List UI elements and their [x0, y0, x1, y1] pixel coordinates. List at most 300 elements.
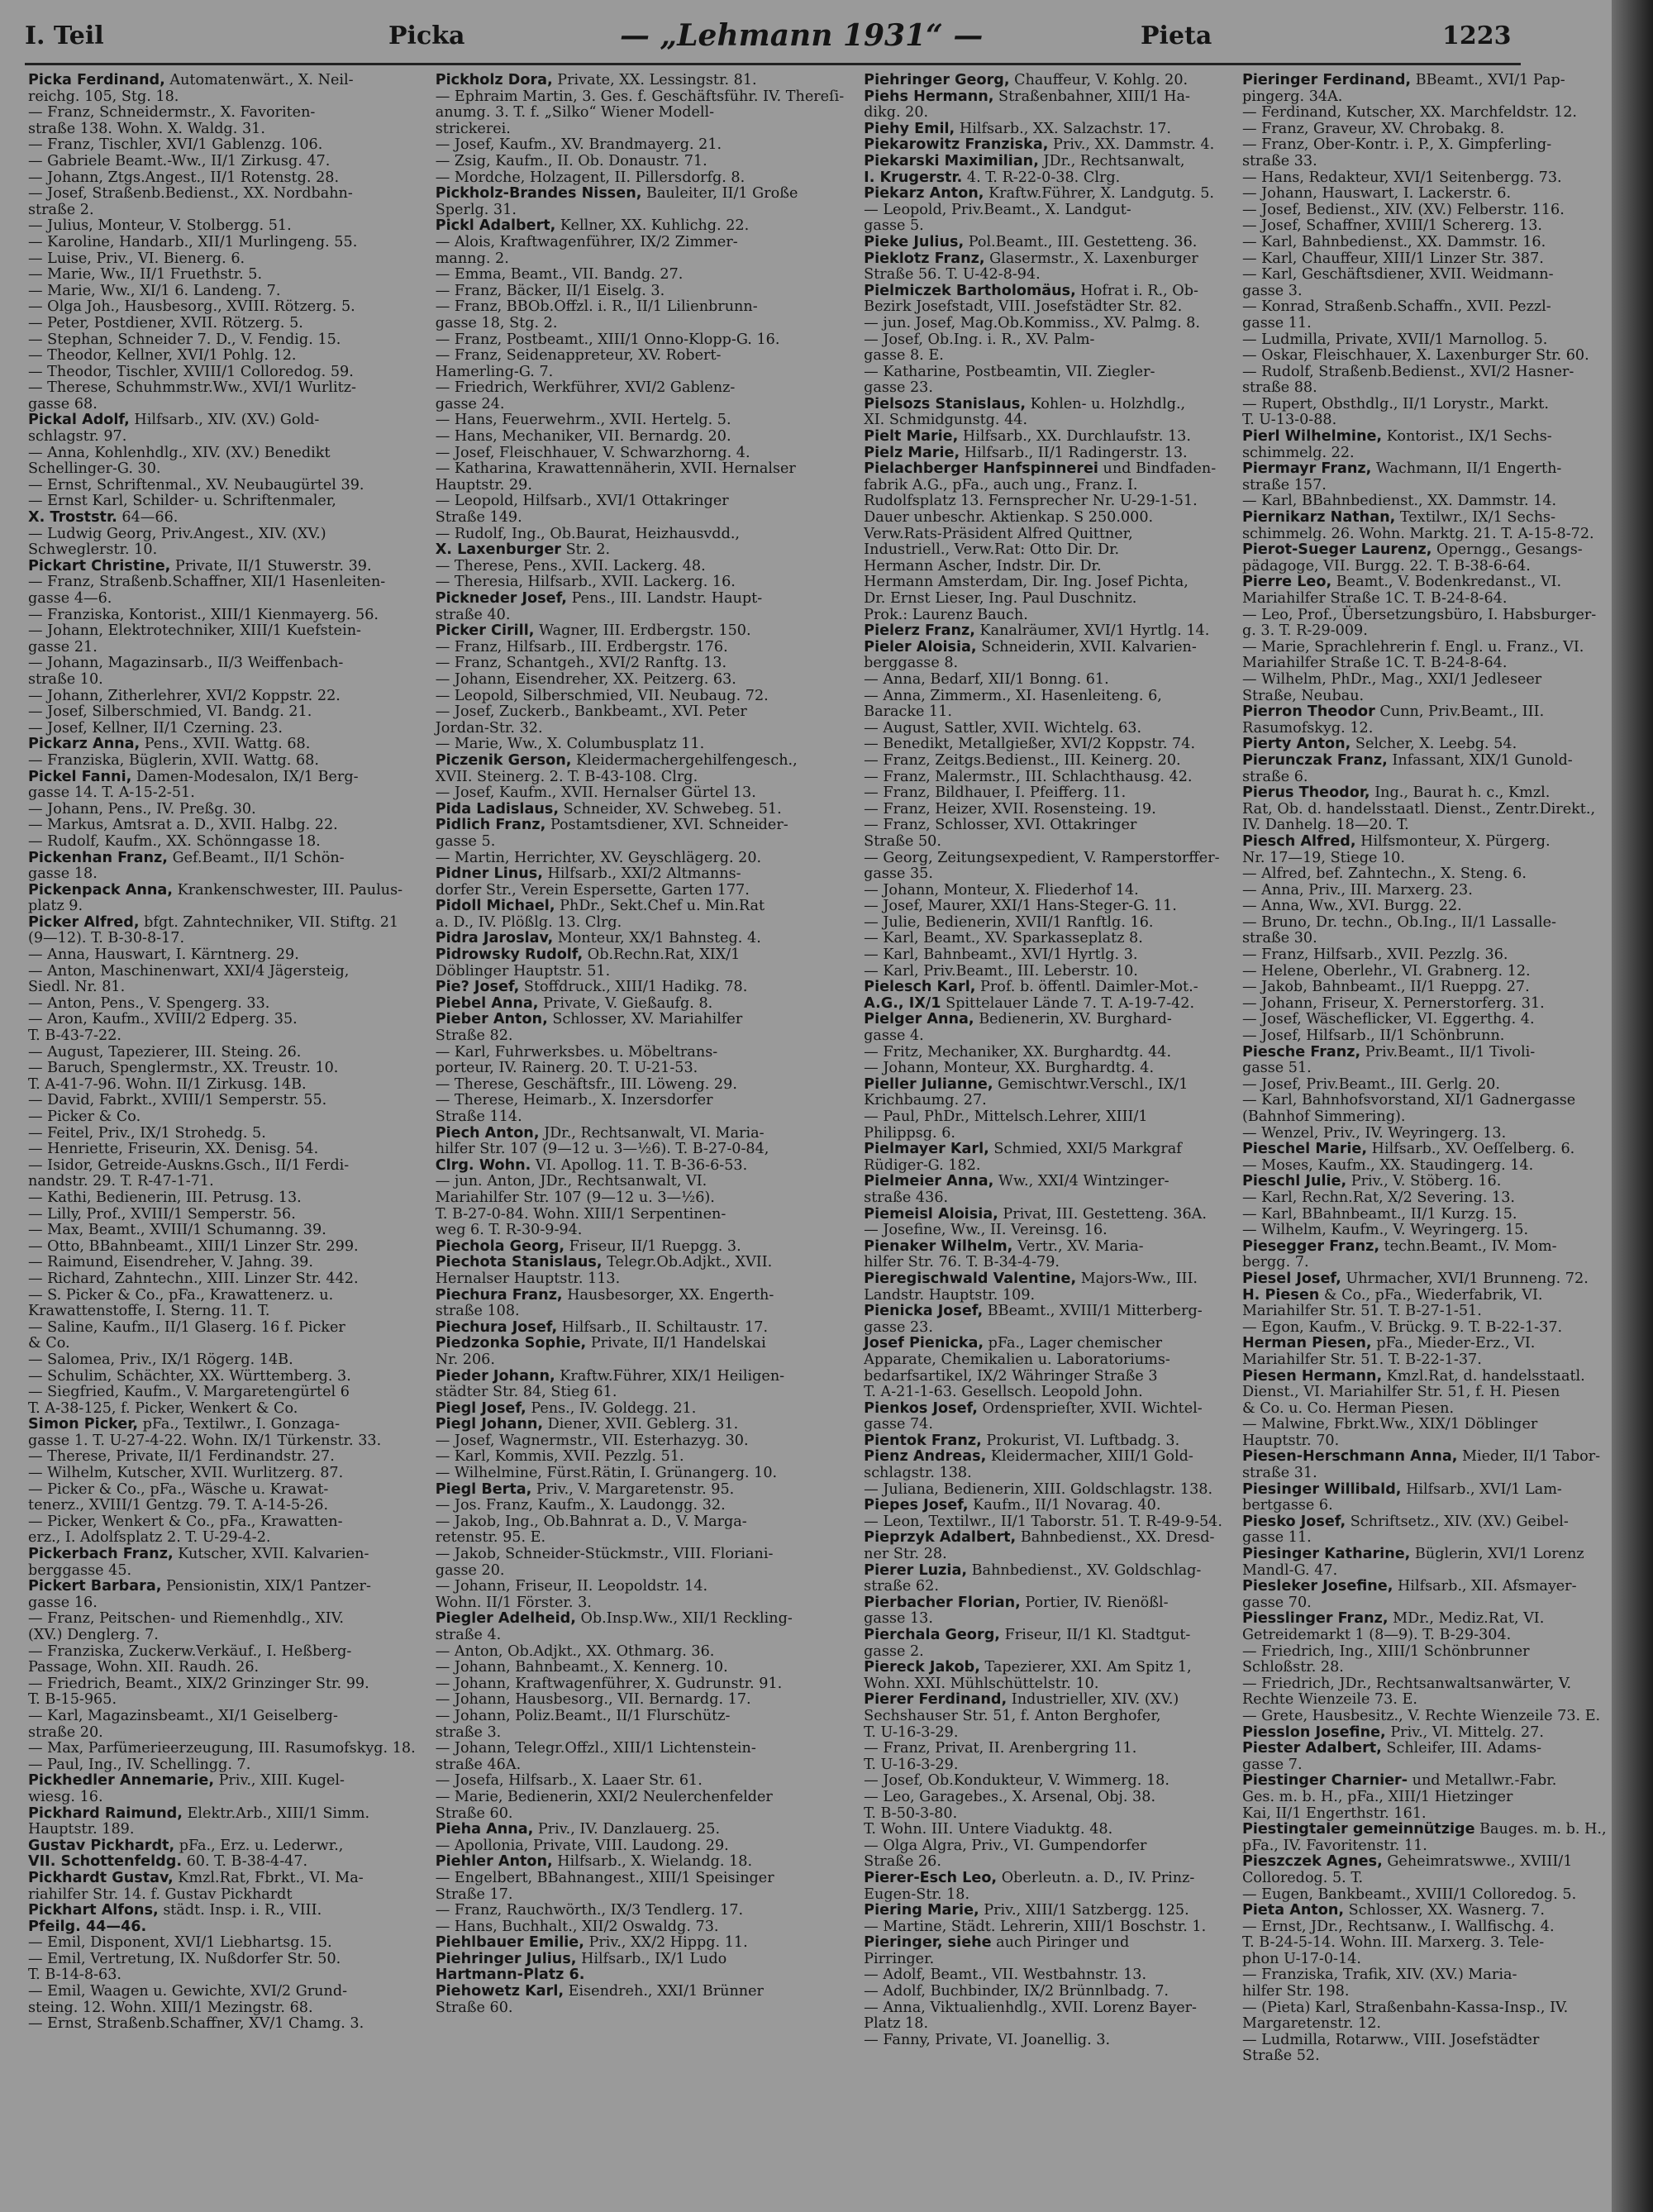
entry-line: & Co. u. Co. Herman Piesen.: [1241, 1399, 1455, 1417]
entry-line: — Ferdinand, Kutscher, XX. Marchfeldstr. 12.: [1241, 104, 1578, 122]
entry-line: städter Str. 84, Stieg 61.: [435, 1384, 617, 1401]
entry-line: — Hans, Redakteur, XVI/1 Seitenbergg. 73.: [1241, 169, 1562, 186]
entry-line: Piesegger Franz, techn.Beamt., IV. Mom-: [1241, 1237, 1557, 1255]
entry-line: Piehringer Georg, Chauffeur, V. Kohlg. 20.: [864, 72, 1189, 88]
entry-line: Straße 60.: [435, 1999, 513, 2016]
entry-line: gasse 2.: [864, 1642, 924, 1660]
entry-line: T. U-16-3-29.: [864, 1756, 959, 1773]
entry-line: — Therese, Schuhmmstr.Ww., XVI/1 Wurlitz-: [28, 379, 356, 397]
entry-line: T. A-38-125, f. Picker, Wenkert & Co.: [28, 1399, 298, 1417]
entry-line: — Katharina, Krawattennäherin, XVII. Hernalser: [435, 460, 796, 478]
entry-line: Piechota Stanislaus, Telegr.Ob.Adjkt., XVII.: [435, 1254, 773, 1271]
entry-line: Piedzonka Sophie, Private, II/1 Handelskai: [435, 1335, 766, 1352]
entry-line: Pierl Wilhelmine, Kontorist., IX/1 Sechs-: [1241, 428, 1552, 446]
entry-line: gasse 20.: [435, 1561, 505, 1579]
entry-line: — Therese, Heimarb., X. Inzersdorfer: [435, 1092, 713, 1109]
entry-line: Industriell., Verw.Rat: Otto Dir. Dr.: [864, 541, 1120, 559]
entry-line: Nr. 17—19, Stiege 10.: [1241, 849, 1405, 866]
entry-line: — Johann, Friseur, X. Pernerstorferg. 31.: [1241, 994, 1545, 1012]
entry-line: — Franz, Bäcker, II/1 Eiselg. 3.: [435, 282, 665, 299]
entry-line: — Franz, Zeitgs.Bedienst., III. Keinerg. 20.: [864, 751, 1181, 769]
entry-line: — Martine, Städt. Lehrerin, XIII/1 Boschstr. 1.: [864, 1918, 1207, 1935]
column-3: [864, 73, 1222, 2197]
entry-line: Sperlg. 31.: [435, 201, 517, 218]
entry-line: — Franz, Rauchwörth., IX/3 Tendlerg. 17.: [435, 1902, 744, 1919]
entry-line: — Josef, Silberschmied, VI. Bandg. 21.: [28, 703, 312, 721]
entry-line: — Johann, Monteur, XX. Burghardtg. 4.: [864, 1060, 1155, 1077]
entry-line: Straße 149.: [435, 509, 522, 527]
entry-line: — Julie, Bedienerin, XVII/1 Ranftlg. 16.: [864, 913, 1154, 931]
entry-line: — Emil, Vertretung, IX. Nußdorfer Str. 50.: [28, 1950, 341, 1967]
entry-line: — Therese, Geschäftsfr., III. Löweng. 29.: [435, 1075, 737, 1093]
entry-line: Krichbaumg. 27.: [864, 1092, 987, 1109]
entry-line: Eugen-Str. 18.: [864, 1885, 970, 1903]
entry-line: Pienaker Wilhelm, Vertr., XV. Maria-: [864, 1237, 1144, 1255]
entry-line: Piczenik Gerson, Kleidermachergehilfengesch.,: [435, 751, 798, 769]
entry-line: — Karl, Bahnbeamt., XVI/1 Hyrtlg. 3.: [864, 946, 1138, 964]
page-number: 1223: [1442, 21, 1512, 50]
columns-container: [28, 72, 1607, 2197]
entry-line: — Johann, Monteur, X. Fliederhof 14.: [864, 881, 1139, 899]
entry-line: Mariahilfer Straße 1C. T. B-24-8-64.: [1241, 655, 1508, 672]
entry-line: dorfer Str., Verein Espersette, Garten 177.: [435, 881, 750, 899]
entry-line: Pierus Theodor, Ing., Baurat h. c., Kmzl.: [1241, 784, 1551, 802]
entry-line: — Wilhelmine, Fürst.Rätin, I. Grünangerg. 10.: [435, 1465, 778, 1482]
entry-line: gasse 24.: [435, 395, 505, 412]
entry-line: — Grete, Hausbesitz., V. Rechte Wienzeile 73. E.: [1241, 1707, 1601, 1724]
entry-line: — Johann, Elektrotechniker, XIII/1 Kuefstein-: [28, 622, 361, 640]
entry-line: — Saline, Kaufm., II/1 Glaserg. 16 f. Picker: [28, 1318, 345, 1336]
entry-line: Hartmann-Platz 6.: [435, 1966, 585, 1984]
entry-line: Pierre Leo, Beamt., V. Bodenkredanst., VI.: [1241, 574, 1562, 591]
entry-line: — Therese, Pens., XVII. Lackerg. 48.: [435, 557, 706, 574]
entry-line: — Katharine, Postbeamtin, VII. Ziegler-: [864, 363, 1155, 380]
entry-line: Piehy Emil, Hilfsarb., XX. Salzachstr. 17.: [864, 120, 1172, 137]
entry-line: — Josef, Hilfsarb., II/1 Schönbrunn.: [1241, 1027, 1505, 1045]
entry-line: Straße, Neubau.: [1241, 687, 1365, 704]
entry-line: Pickert Barbara, Pensionistin, XIX/1 Pantzer-: [28, 1578, 371, 1595]
entry-line: — Leo, Garagebes., X. Arsenal, Obj. 38.: [864, 1788, 1156, 1805]
entry-line: Mariahilfer Str. 51. T. B-27-1-51.: [1241, 1303, 1482, 1320]
entry-line: — Peter, Postdiener, XVII. Rötzerg. 5.: [28, 314, 303, 331]
entry-line: Piesleker Josefine, Hilfsarb., XII. Afsmayer-: [1241, 1578, 1577, 1595]
entry-line: — Adolf, Beamt., VII. Westbahnstr. 13.: [864, 1966, 1147, 1984]
entry-line: — Rudolf, Kaufm., XX. Schönngasse 18.: [28, 832, 321, 850]
entry-line: Straße 52.: [1241, 2048, 1320, 2065]
entry-line: Margaretenstr. 12.: [1241, 2015, 1381, 2033]
entry-line: Piehringer Julius, Hilfsarb., IX/1 Ludo: [435, 1950, 727, 1967]
entry-line: Pickarz Anna, Pens., XVII. Wattg. 68.: [28, 736, 311, 753]
entry-line: — Franz, Schneidermstr., X. Favoriten-: [28, 104, 316, 122]
entry-line: — Julius, Monteur, V. Stolbergg. 51.: [28, 217, 292, 235]
entry-line: — Egon, Kaufm., V. Brückg. 9. T. B-22-1-37.: [1241, 1318, 1563, 1336]
entry-line: — Johann, Kraftwagenführer, X. Gudrunstr. 91.: [435, 1675, 783, 1692]
entry-line: Pickhart Alfons, städt. Insp. i. R., VIII.: [28, 1902, 322, 1919]
entry-line: Pierchala Georg, Friseur, II/1 Kl. Stadtgut-: [864, 1627, 1191, 1643]
column-2: [436, 73, 844, 2197]
entry-line: — Isidor, Getreide-Auskns.Gsch., II/1 Ferdi-: [28, 1156, 350, 1174]
entry-line: Piemeisl Aloisia, Privat, III. Gestetteng. 36A.: [864, 1205, 1207, 1223]
entry-line: — Marie, Ww., XI/1 6. Landeng. 7.: [28, 282, 281, 299]
entry-line: — Markus, Amtsrat a. D., XVII. Halbg. 22.: [28, 817, 338, 834]
entry-line: Baracke 11.: [864, 703, 952, 721]
entry-line: Pidlich Franz, Postamtsdiener, XVI. Schneider-: [435, 817, 788, 834]
entry-line: — Johann, Zitherlehrer, XVI/2 Koppstr. 22.: [28, 687, 341, 704]
entry-line: Pielmeier Anna, Ww., XXI/4 Wintzinger-: [864, 1173, 1169, 1190]
entry-line: Pieringer, siehe auch Piringer und: [864, 1934, 1130, 1952]
entry-line: — Leopold, Priv.Beamt., X. Landgut-: [864, 201, 1131, 218]
entry-line: — Picker, Wenkert & Co., pFa., Krawatten-: [28, 1513, 343, 1530]
entry-line: Dr. Ernst Lieser, Ing. Paul Duschnitz.: [864, 590, 1137, 607]
entry-line: T. A-21-1-63. Gesellsch. Leopold John.: [864, 1384, 1143, 1401]
entry-line: straße 31.: [1241, 1465, 1317, 1482]
entry-line: — Gabriele Beamt.-Ww., II/1 Zirkusg. 47.: [28, 152, 331, 169]
entry-line: — Karl, Fuhrwerksbes. u. Möbeltrans-: [435, 1043, 718, 1061]
entry-line: — Karl, BBahnbeamt., II/1 Kurzg. 15.: [1241, 1205, 1517, 1223]
entry-line: gasse 68.: [28, 395, 98, 412]
entry-line: Pickhardt Gustav, Kmzl.Rat, Fbrkt., VI. Ma-: [28, 1869, 364, 1886]
entry-line: T. B-24-5-14. Wohn. III. Marxerg. 3. Tele-: [1241, 1934, 1545, 1952]
entry-line: gasse 4—6.: [28, 590, 112, 607]
entry-line: — Jakob, Ing., Ob.Bahnrat a. D., V. Marga-: [435, 1513, 747, 1530]
entry-line: — Henriette, Friseurin, XX. Denisg. 54.: [28, 1141, 319, 1158]
entry-line: Piehler Anton, Hilfsarb., X. Wielandg. 18.: [435, 1853, 753, 1871]
entry-line: Pidrowsky Rudolf, Ob.Rechn.Rat, XIX/1: [435, 946, 741, 964]
entry-line: — Engelbert, BBahnangest., XIII/1 Speisinger: [435, 1869, 774, 1886]
entry-line: Pickhard Raimund, Elektr.Arb., XIII/1 Simm.: [28, 1804, 370, 1822]
entry-line: — Rudolf, Straßenb.Bedienst., XVI/2 Hasner-: [1241, 363, 1574, 380]
entry-line: Pida Ladislaus, Schneider, XV. Schwebeg. 51.: [435, 800, 782, 818]
entry-line: Wohn. XXI. Mühlschüttelstr. 10.: [864, 1675, 1099, 1692]
entry-line: dikg. 20.: [864, 104, 929, 122]
entry-line: hilfer Str. 107 (9—12 u. 3—½6). T. B-27-0-84,: [435, 1141, 769, 1158]
entry-line: — Salomea, Priv., IX/1 Rögerg. 14B.: [28, 1351, 293, 1368]
entry-line: — Leopold, Hilfsarb., XVI/1 Ottakringer: [435, 493, 729, 510]
entry-line: gasse 1. T. U-27-4-22. Wohn. IX/1 Türkenstr. 33.: [28, 1432, 382, 1449]
entry-line: Pieregischwald Valentine, Majors-Ww., III.: [864, 1270, 1198, 1287]
entry-line: — Wilhelm, PhDr., Mag., XXI/1 Jedleseer: [1241, 670, 1542, 688]
entry-line: Piesch Alfred, Hilfsmonteur, X. Pürgerg.: [1241, 832, 1551, 850]
entry-line: — Anton, Pens., V. Spengerg. 33.: [28, 994, 270, 1012]
entry-line: — Baruch, Spenglermstr., XX. Treustr. 10.: [28, 1060, 339, 1077]
entry-line: tenerz., XVIII/1 Gentzg. 79. T. A-14-5-26.: [28, 1497, 329, 1514]
entry-line: — (Pieta) Karl, Straßenbahn-Kassa-Insp., IV.: [1241, 1999, 1569, 2016]
entry-line: gasse 70.: [1241, 1594, 1312, 1611]
entry-line: Pielmayer Karl, Schmied, XXI/5 Markgraf: [864, 1141, 1182, 1158]
entry-line: — Marie, Sprachlehrerin f. Engl. u. Franz., VI.: [1241, 638, 1584, 655]
entry-line: — Fritz, Mechaniker, XX. Burghardtg. 44.: [864, 1043, 1172, 1061]
entry-line: — Franz, Seidenappreteur, XV. Robert-: [435, 347, 722, 365]
entry-line: Piechura Franz, Hausbesorger, XX. Engerth-: [435, 1286, 774, 1304]
entry-line: T. U-16-3-29.: [864, 1723, 959, 1741]
header-right-keyword: Pieta: [1141, 21, 1212, 50]
entry-line: erz., I. Adolfsplatz 2. T. U-29-4-2.: [28, 1529, 271, 1547]
entry-line: — Helene, Oberlehr., VI. Grabnerg. 12.: [1241, 962, 1531, 980]
entry-line: Pielmiczek Bartholomäus, Hofrat i. R., Ob-: [864, 282, 1198, 299]
entry-line: Piering Marie, Priv., XIII/1 Satzbergg. 125.: [864, 1902, 1189, 1919]
entry-line: Piesinger Willibald, Hilfsarb., XVI/1 Lam-: [1241, 1480, 1562, 1498]
entry-line: — Max, Beamt., XVIII/1 Schumanng. 39.: [28, 1222, 326, 1239]
entry-line: schlagstr. 138.: [864, 1465, 972, 1482]
entry-line: straße 62.: [864, 1578, 939, 1595]
entry-line: Getreidemarkt 1 (8—9). T. B-29-304.: [1241, 1627, 1512, 1643]
entry-line: Pieler Aloisia, Schneiderin, XVII. Kalvarien-: [864, 638, 1197, 655]
entry-line: Hamerling-G. 7.: [435, 363, 554, 380]
entry-line: Dauer unbeschr. Aktienkap. S 250.000.: [864, 509, 1154, 527]
entry-line: Gustav Pickhardt, pFa., Erz. u. Lederwr.,: [28, 1837, 344, 1854]
entry-line: strickerei.: [435, 120, 511, 137]
entry-line: Piekarski Maximilian, JDr., Rechtsanwalt,: [864, 152, 1185, 169]
entry-line: straße 3.: [435, 1723, 502, 1741]
entry-line: Pierer-Esch Leo, Oberleutn. a. D., IV. Prinz-: [864, 1869, 1195, 1886]
entry-line: wiesg. 16.: [28, 1788, 103, 1805]
entry-line: gasse 11.: [1241, 314, 1312, 331]
entry-line: — Apollonia, Private, VIII. Laudong. 29.: [435, 1837, 729, 1854]
entry-line: Straße 50.: [864, 832, 941, 850]
entry-line: Piehlbauer Emilie, Priv., XX/2 Hippg. 11.: [435, 1934, 748, 1952]
entry-line: — Josef, Maurer, XXI/1 Hans-Steger-G. 11.: [864, 898, 1177, 915]
entry-line: T. B-27-0-84. Wohn. XIII/1 Serpentinen-: [435, 1205, 726, 1223]
entry-line: gasse 35.: [864, 865, 933, 883]
entry-line: — Josef, Ob.Kondukteur, V. Wimmerg. 18.: [864, 1772, 1169, 1790]
entry-line: — Friedrich, Beamt., XIX/2 Grinzinger Str. 99.: [28, 1675, 369, 1692]
entry-line: g. 3. T. R-29-009.: [1241, 622, 1368, 640]
entry-line: — Anna, Ww., XVI. Burgg. 22.: [1241, 898, 1462, 915]
entry-line: Piereck Jakob, Tapezierer, XXI. Am Spitz 1,: [864, 1659, 1192, 1676]
entry-line: straße 10.: [28, 670, 103, 688]
entry-line: Pieszczek Agnes, Geheimratswwe., XVIII/1: [1241, 1853, 1573, 1871]
entry-line: Mariahilfer Str. 51. T. B-22-1-37.: [1241, 1351, 1482, 1368]
entry-line: gasse 3.: [1241, 282, 1303, 299]
entry-line: Piekarowitz Franziska, Priv., XX. Dammstr. 4.: [864, 136, 1215, 154]
entry-line: Piester Adalbert, Schleifer, III. Adams-: [1241, 1740, 1542, 1757]
entry-line: — Josef, Bedienst., XIV. (XV.) Felberstr. 116.: [1241, 201, 1565, 218]
entry-line: Pienicka Josef, BBeamt., XVIII/1 Mitterberg-: [864, 1303, 1203, 1320]
entry-line: straße 138. Wohn. X. Waldg. 31.: [28, 120, 265, 137]
entry-line: Pieber Anton, Schlosser, XV. Mariahilfer: [435, 1011, 743, 1028]
entry-line: — Franziska, Kontorist., XIII/1 Kienmayerg. 56.: [28, 606, 379, 623]
entry-line: Pickenpack Anna, Krankenschwester, III. Paulus-: [28, 881, 403, 899]
entry-line: Clrg. Wohn. VI. Apollog. 11. T. B-36-6-53.: [435, 1156, 748, 1174]
entry-line: — Franz, Heizer, XVII. Rosensteing. 19.: [864, 800, 1156, 818]
entry-line: — Johann, Hausbesorg., VII. Bernardg. 17.: [435, 1691, 751, 1709]
entry-line: Pielsozs Stanislaus, Kohlen- u. Holzhdlg.,: [864, 395, 1186, 412]
entry-line: Pickhedler Annemarie, Priv., XIII. Kugel-: [28, 1772, 345, 1790]
entry-line: straße 6.: [1241, 768, 1308, 785]
entry-line: Straße 114.: [435, 1108, 522, 1125]
entry-line: — Luise, Priv., VI. Bienerg. 6.: [28, 250, 245, 267]
entry-line: — Wilhelm, Kutscher, XVII. Wurlitzerg. 87.: [28, 1465, 344, 1482]
entry-line: Piehs Hermann, Straßenbahner, XIII/1 Ha-: [864, 88, 1190, 105]
entry-line: — Picker & Co., pFa., Wäsche u. Krawat-: [28, 1480, 329, 1498]
entry-line: Mariahilfer Straße 1C. T. B-24-8-64.: [1241, 590, 1508, 607]
entry-line: — Adolf, Buchbinder, IX/2 Brünnlbadg. 7.: [864, 1983, 1169, 2000]
entry-line: Pierbacher Florian, Portier, IV. Rienößl-: [864, 1594, 1169, 1611]
page-edge-shadow: [1612, 0, 1653, 2212]
entry-line: anumg. 3. T. f. „Silko“ Wiener Modell-: [435, 104, 715, 122]
entry-line: Schellinger-G. 30.: [28, 460, 161, 478]
entry-line: — Karl, Chauffeur, XIII/1 Linzer Str. 387.: [1241, 250, 1544, 267]
entry-line: Pieringer Ferdinand, BBeamt., XVI/1 Pap-: [1241, 72, 1565, 88]
entry-line: gasse 11.: [1241, 1529, 1312, 1547]
entry-line: steing. 12. Wohn. XIII/1 Mezingstr. 68.: [28, 1999, 313, 2016]
entry-line: Piermayr Franz, Wachmann, II/1 Engerth-: [1241, 460, 1562, 478]
entry-line: gasse 21.: [28, 638, 98, 655]
entry-line: bertgasse 6.: [1241, 1497, 1333, 1514]
entry-line: Bezirk Josefstadt, VIII. Josefstädter Str. 82.: [864, 298, 1183, 316]
entry-line: Pielz Marie, Hilfsarb., II/1 Radingerstr. 13.: [864, 444, 1188, 461]
entry-line: — Josef, Fleischhauer, V. Schwarzhorng. 4.: [435, 444, 750, 461]
entry-line: Mariahilfer Str. 107 (9—12 u. 3—½6).: [435, 1189, 715, 1206]
entry-line: straße 108.: [435, 1303, 520, 1320]
entry-line: Rudolfsplatz 13. Fernsprecher Nr. U-29-1-51.: [864, 493, 1198, 510]
entry-line: T. Wohn. III. Untere Viaduktg. 48.: [864, 1821, 1113, 1838]
entry-line: straße 4.: [435, 1627, 502, 1643]
entry-line: Schweglerstr. 10.: [28, 541, 158, 559]
entry-line: pingerg. 34A.: [1241, 88, 1343, 105]
entry-line: straße 46A.: [435, 1756, 522, 1773]
entry-line: — Anton, Maschinenwart, XXI/4 Jägersteig,: [28, 962, 350, 980]
entry-line: Pierron Theodor Cunn, Priv.Beamt., III.: [1241, 703, 1545, 721]
entry-line: bedarfsartikel, IX/2 Währinger Straße 3: [864, 1367, 1158, 1385]
entry-line: bergg. 7.: [1241, 1254, 1309, 1271]
entry-line: Pierer Luzia, Bahnbedienst., XV. Goldschlag-: [864, 1561, 1202, 1579]
entry-line: Pidoll Michael, PhDr., Sekt.Chef u. Min.Rat: [435, 898, 765, 915]
entry-line: Pickl Adalbert, Kellner, XX. Kuhlichg. 22.: [435, 217, 750, 235]
entry-line: manng. 2.: [435, 250, 509, 267]
entry-line: — Alfred, bef. Zahntechn., X. Steng. 6.: [1241, 865, 1527, 883]
entry-line: Pierty Anton, Selcher, X. Leebg. 54.: [1241, 736, 1517, 753]
entry-line: Pienkos Josef, Ordensprieſter, XVII. Wichtel-: [864, 1399, 1203, 1417]
entry-line: Piekarz Anton, Kraftw.Führer, X. Landgutg. 5.: [864, 185, 1215, 203]
entry-line: — Josef, Wagnermstr., VII. Esterhazyg. 30.: [435, 1432, 749, 1449]
entry-line: Pickel Fanni, Damen-Modesalon, IX/1 Berg-: [28, 768, 359, 785]
entry-line: — Josef, Kaufm., XV. Brandmayerg. 21.: [435, 136, 722, 154]
entry-line: — Josef, Kellner, II/1 Czerning. 23.: [28, 719, 283, 737]
entry-line: Krawattenstoffe, I. Sterng. 11. T.: [28, 1303, 270, 1320]
entry-line: A.G., IX/1 Spittelauer Lände 7. T. A-19-7-42.: [864, 994, 1195, 1012]
entry-line: Hernalser Hauptstr. 113.: [435, 1270, 621, 1287]
entry-line: retenstr. 95. E.: [435, 1529, 546, 1547]
entry-line: — Friedrich, Ing., XIII/1 Schönbrunner: [1241, 1642, 1530, 1660]
entry-line: Verw.Rats-Präsident Alfred Quittner,: [864, 525, 1133, 542]
entry-line: Dienst., VI. Mariahilfer Str. 51, f. H. Piesen: [1241, 1384, 1560, 1401]
entry-line: Pieta Anton, Schlosser, XX. Wasnerg. 7.: [1241, 1902, 1545, 1919]
entry-line: schimmelg. 26. Wohn. Marktg. 21. T. A-15-8-72.: [1241, 525, 1594, 542]
entry-line: Pielt Marie, Hilfsarb., XX. Durchlaufstr. 13.: [864, 428, 1191, 446]
entry-line: — Karl, BBahnbedienst., XX. Dammstr. 14.: [1241, 493, 1557, 510]
entry-line: Picker Cirill, Wagner, III. Erdbergstr. 150.: [435, 622, 751, 640]
entry-line: Pientok Franz, Prokurist, VI. Luftbadg. 3.: [864, 1432, 1180, 1449]
entry-line: Pickholz Dora, Private, XX. Lessingstr. 81.: [435, 72, 757, 88]
entry-line: straße 40.: [435, 606, 511, 623]
entry-line: Nr. 206.: [435, 1351, 495, 1368]
page-header: [25, 17, 1521, 65]
entry-line: — Alois, Kraftwagenführer, IX/2 Zimmer-: [435, 233, 738, 250]
entry-line: — Karl, Rechn.Rat, X/2 Severing. 13.: [1241, 1189, 1516, 1206]
entry-line: gasse 5.: [864, 217, 924, 235]
header-title: — „Lehmann 1931“ —: [620, 18, 984, 53]
column-1: [28, 73, 416, 2197]
entry-line: Apparate, Chemikalien u. Laboratoriums-: [864, 1351, 1170, 1368]
entry-line: Rechte Wienzeile 73. E.: [1241, 1691, 1417, 1709]
entry-line: — Marie, Bedienerin, XXI/2 Neulerchenfelder: [435, 1788, 773, 1805]
entry-line: porteur, IV. Rainerg. 20. T. U-21-53.: [435, 1060, 698, 1077]
entry-line: Passage, Wohn. XII. Raudh. 26.: [28, 1659, 260, 1676]
entry-line: Hermann Ascher, Indstr. Dir. Dr.: [864, 557, 1102, 574]
entry-line: Straße 17.: [435, 1885, 513, 1903]
entry-line: Piesche Franz, Priv.Beamt., II/1 Tivoli-: [1241, 1043, 1536, 1061]
entry-line: — Hans, Mechaniker, VII. Bernardg. 20.: [435, 428, 731, 446]
entry-line: — Anna, Priv., III. Marxerg. 23.: [1241, 881, 1473, 899]
entry-line: Hauptstr. 29.: [435, 476, 532, 493]
entry-line: — Olga Algra, Priv., VI. Gumpendorfer: [864, 1837, 1147, 1854]
entry-line: Pickart Christine, Private, II/1 Stuwerstr. 39.: [28, 557, 372, 574]
entry-line: phon U-17-0-14.: [1241, 1950, 1361, 1967]
entry-line: Piesen Hermann, Kmzl.Rat, d. handelsstaatl.: [1241, 1367, 1585, 1385]
entry-line: Piernikarz Nathan, Textilwr., IX/1 Sechs-: [1241, 509, 1556, 527]
entry-line: — Franz, Schlosser, XVI. Ottakringer: [864, 817, 1137, 834]
entry-line: — Anton, Ob.Adjkt., XX. Othmarg. 36.: [435, 1642, 715, 1660]
entry-line: (9—12). T. B-30-8-17.: [28, 930, 185, 947]
entry-line: Piech Anton, JDr., Rechtsanwalt, VI. Maria-: [435, 1124, 765, 1142]
entry-line: — Wenzel, Priv., IV. Weyringerg. 13.: [1241, 1124, 1507, 1142]
entry-line: — Johann, Eisendreher, XX. Peitzerg. 63.: [435, 670, 736, 688]
entry-line: — Leon, Textilwr., II/1 Taborstr. 51. T. R-49-9-54.: [864, 1513, 1222, 1530]
entry-line: — Marie, Ww., II/1 Fruethstr. 5.: [28, 266, 263, 284]
entry-line: — Moses, Kaufm., XX. Staudingerg. 14.: [1241, 1156, 1534, 1174]
entry-line: Philippsg. 6.: [864, 1124, 956, 1142]
entry-line: — Friedrich, JDr., Rechtsanwaltsanwärter, V.: [1241, 1675, 1572, 1692]
entry-line: — Franziska, Trafik, XIV. (XV.) Maria-: [1241, 1966, 1517, 1984]
entry-line: Rat, Ob. d. handelsstaatl. Dienst., Zentr.Direkt.,: [1241, 800, 1596, 818]
entry-line: gasse 8. E.: [864, 347, 944, 365]
entry-line: Picka Ferdinand, Automatenwärt., X. Neil-: [28, 72, 354, 88]
entry-line: — Hans, Buchhalt., XII/2 Oswaldg. 73.: [435, 1918, 719, 1935]
entry-line: — Karl, Bahnhofsvorstand, XI/1 Gadnergasse: [1241, 1092, 1576, 1109]
entry-line: — Johann, Pens., IV. Preßg. 30.: [28, 800, 256, 818]
entry-line: pFa., IV. Favoritenstr. 11.: [1241, 1837, 1427, 1854]
entry-line: XI. Schmidgunstg. 44.: [864, 412, 1028, 429]
entry-line: Pfeilg. 44—46.: [28, 1918, 147, 1935]
entry-line: Pierer Ferdinand, Industrieller, XIV. (XV.): [864, 1691, 1179, 1709]
entry-line: Schloßstr. 28.: [1241, 1659, 1344, 1676]
entry-line: Landstr. Hauptstr. 109.: [864, 1286, 1036, 1304]
entry-line: Siedl. Nr. 81.: [28, 979, 126, 996]
entry-line: straße 33.: [1241, 152, 1317, 169]
entry-line: Pickal Adolf, Hilfsarb., XIV. (XV.) Gold-: [28, 412, 320, 429]
entry-line: — Johann, Ztgs.Angest., II/1 Rotenstg. 28.: [28, 169, 340, 186]
entry-line: — Ernst, Schriftenmal., XV. Neubaugürtel 39.: [28, 476, 364, 493]
entry-line: — Wilhelm, Kaufm., V. Weyringerg. 15.: [1241, 1222, 1529, 1239]
entry-line: — Josef, Wäscheflicker, VI. Eggerthg. 4.: [1241, 1011, 1535, 1028]
entry-line: — Franz, Graveur, XV. Chrobakg. 8.: [1241, 120, 1505, 137]
entry-line: — Jakob, Bahnbeamt., II/1 Rueppg. 27.: [1241, 979, 1530, 996]
entry-line: Piesel Josef, Uhrmacher, XVI/1 Brunneng. 72.: [1241, 1270, 1589, 1287]
entry-line: — Josef, Schaffner, XVIII/1 Schererg. 13.: [1241, 217, 1543, 235]
entry-line: — Rudolf, Ing., Ob.Baurat, Heizhausvdd.,: [435, 525, 741, 542]
entry-line: nandstr. 29. T. R-47-1-71.: [28, 1173, 214, 1190]
column-4: [1242, 73, 1607, 2197]
header-left-keyword: Picka: [388, 21, 465, 50]
entry-line: Piegl Johann, Diener, XVII. Geblerg. 31.: [435, 1416, 739, 1433]
entry-line: Hauptstr. 189.: [28, 1821, 135, 1838]
entry-line: — Fanny, Private, VI. Joanellig. 3.: [864, 2031, 1111, 2048]
entry-line: IV. Danhelg. 18—20. T.: [1241, 817, 1409, 834]
entry-line: — Anna, Viktualienhdlg., XVII. Lorenz Bayer-: [864, 1999, 1197, 2016]
entry-line: gasse 51.: [1241, 1060, 1312, 1077]
entry-line: — Kathi, Bedienerin, III. Petrusg. 13.: [28, 1189, 302, 1206]
